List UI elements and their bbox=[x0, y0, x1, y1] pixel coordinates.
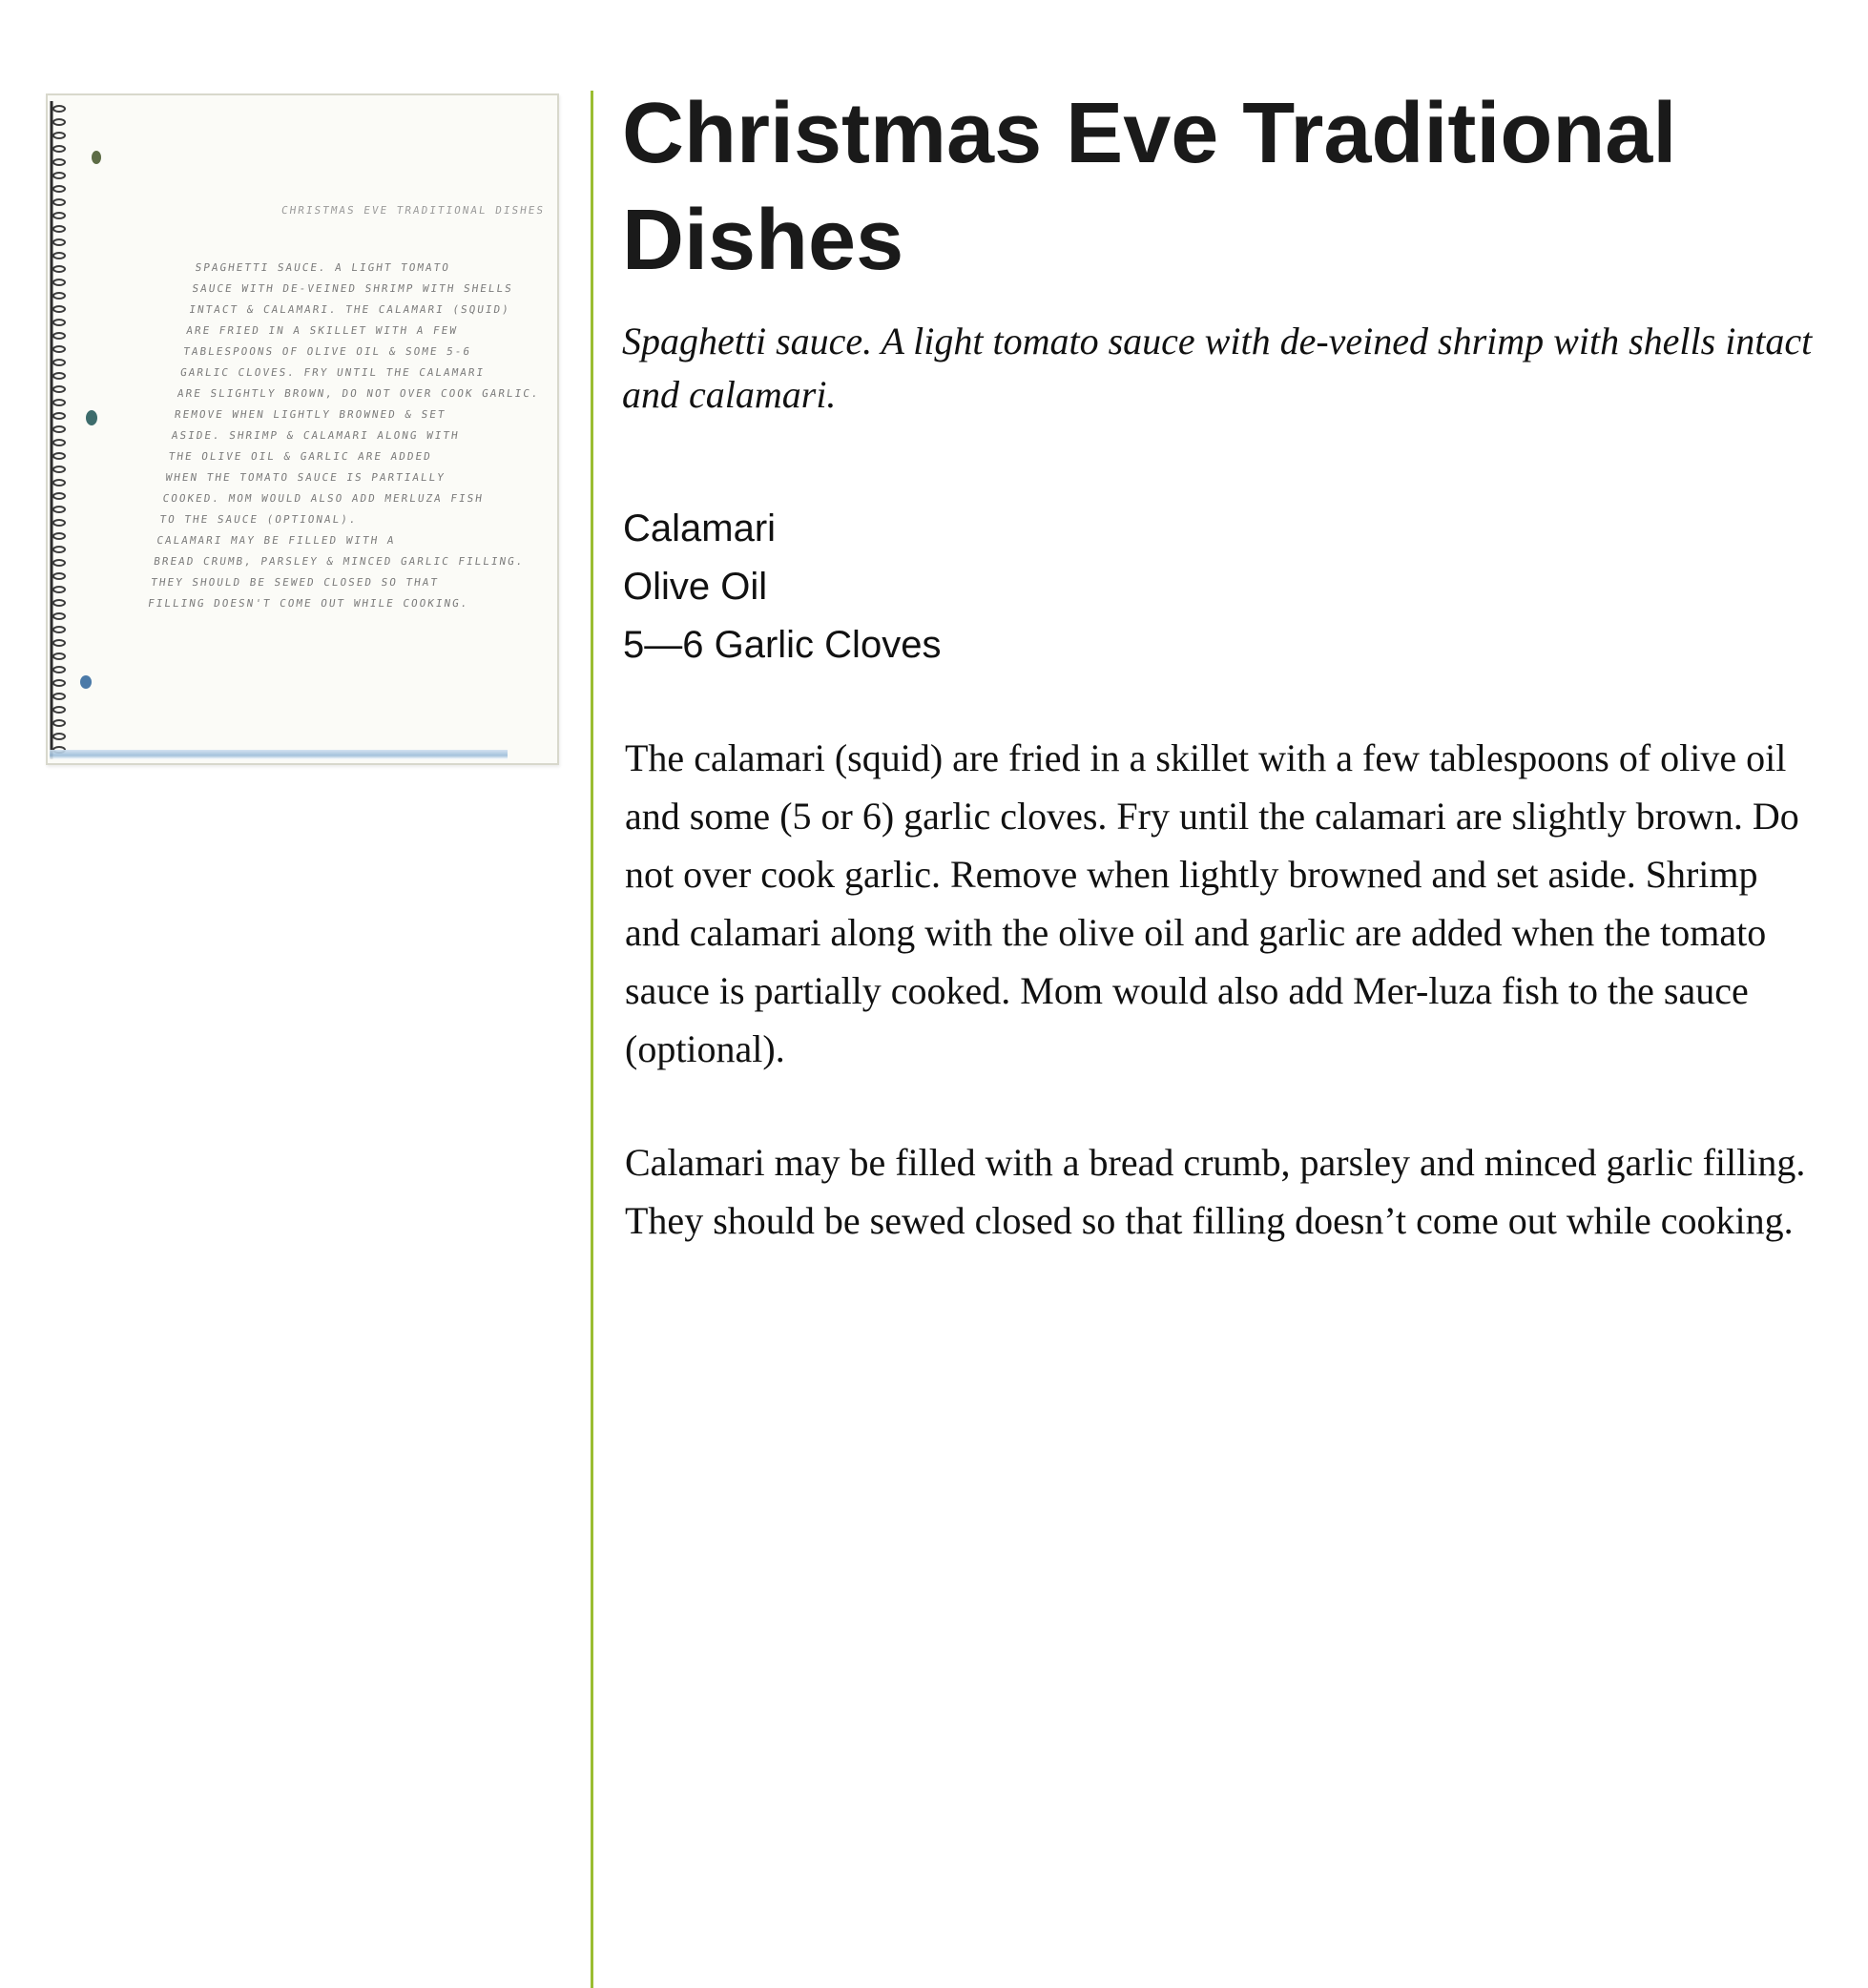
spiral-ring bbox=[53, 199, 65, 205]
spiral-ring bbox=[53, 493, 65, 499]
handwritten-text bbox=[147, 200, 625, 614]
spiral-ring bbox=[53, 560, 65, 566]
handwritten-line: THEY SHOULD BE SEWED CLOSED SO THAT bbox=[150, 576, 440, 589]
recipe-subtitle: Spaghetti sauce. A light tomato sauce with de-veined shrimp with shells intact and calamari. bbox=[622, 320, 1813, 416]
spiral-ring bbox=[53, 173, 65, 178]
handwritten-line: INTACT & CALAMARI. THE CALAMARI (SQUID) bbox=[188, 303, 511, 316]
spiral-ring bbox=[53, 373, 65, 379]
punch-hole-icon bbox=[80, 675, 92, 689]
ingredient-list bbox=[623, 500, 941, 674]
spiral-ring bbox=[53, 627, 65, 632]
spiral-ring bbox=[53, 346, 65, 352]
ingredient-item: Calamari bbox=[623, 507, 777, 549]
handwritten-line: TO THE SAUCE (OPTIONAL). bbox=[158, 513, 359, 526]
spiral-ring bbox=[53, 440, 65, 445]
handwritten-line: BREAD CRUMB, PARSLEY & MINCED GARLIC FILLING. bbox=[153, 555, 526, 568]
page-title: Christmas Eve Traditional Dishes bbox=[622, 86, 1677, 288]
spiral-ring bbox=[53, 133, 65, 138]
spiral-ring bbox=[53, 293, 65, 299]
ingredient-item: Olive Oil bbox=[623, 566, 768, 608]
spiral-ring bbox=[53, 600, 65, 606]
handwritten-line: SAUCE WITH DE-VEINED SHRIMP WITH SHELLS bbox=[191, 282, 514, 295]
spiral-ring bbox=[53, 186, 65, 192]
handwritten-line: THE OLIVE OIL & GARLIC ARE ADDED bbox=[167, 450, 433, 463]
spiral-ring bbox=[53, 480, 65, 486]
filling-paragraph: Calamari may be filled with a bread crumb, parsley and minced garlic filling. They should be sewed closed so that filling doesn’t come out while cooking. bbox=[625, 1141, 1806, 1242]
punch-hole-icon bbox=[86, 410, 97, 425]
ingredient-item: 5—6 Garlic Cloves bbox=[623, 624, 942, 666]
spiral-ring bbox=[53, 333, 65, 339]
spiral-ring bbox=[53, 320, 65, 325]
spiral-ring bbox=[53, 694, 65, 699]
handwritten-line: COOKED. MOM WOULD ALSO ADD MERLUZA FISH bbox=[161, 492, 485, 505]
spiral-ring bbox=[53, 573, 65, 579]
spiral-ring bbox=[53, 613, 65, 619]
notebook-bottom-edge bbox=[50, 750, 508, 759]
instructions-paragraph: The calamari (squid) are fried in a skillet with a few tablespoons of olive oil and some (5 or 6) garlic cloves. Fry until the calamari are slightly brown. Do not over cook garlic. Remove when lightly browned and set aside. Shrimp and calamari along with the olive oil and garlic are added when the tomato sauce is partially cooked. Mom would also add Mer-luza fish to the sauce (optional). bbox=[625, 736, 1799, 1070]
spiral-ring bbox=[53, 520, 65, 526]
spiral-ring bbox=[53, 426, 65, 432]
spiral-ring bbox=[53, 653, 65, 659]
spiral-ring bbox=[53, 146, 65, 152]
spiral-ring bbox=[53, 213, 65, 218]
spiral-ring bbox=[53, 720, 65, 726]
spiral-ring bbox=[53, 280, 65, 285]
handwritten-title: CHRISTMAS EVE TRADITIONAL DISHES bbox=[280, 204, 546, 217]
punch-hole-icon bbox=[92, 151, 101, 164]
spiral-ring bbox=[53, 707, 65, 713]
spiral-ring bbox=[53, 667, 65, 673]
spiral-ring bbox=[53, 533, 65, 539]
handwritten-line: ASIDE. SHRIMP & CALAMARI ALONG WITH bbox=[170, 429, 461, 442]
spiral-ring bbox=[53, 239, 65, 245]
spiral-ring bbox=[53, 119, 65, 125]
handwritten-lines bbox=[147, 258, 617, 614]
handwritten-recipe-photo bbox=[46, 93, 559, 765]
spiral-ring bbox=[53, 360, 65, 365]
spiral-ring bbox=[53, 266, 65, 272]
handwritten-line: REMOVE WHEN LIGHTLY BROWNED & SET bbox=[174, 408, 447, 421]
handwritten-line: CALAMARI MAY BE FILLED WITH A bbox=[156, 534, 397, 547]
column-divider bbox=[591, 91, 593, 1988]
spiral-ring bbox=[53, 106, 65, 112]
spiral-ring bbox=[53, 400, 65, 405]
spiral-ring bbox=[53, 466, 65, 472]
handwritten-line: WHEN THE TOMATO SAUCE IS PARTIALLY bbox=[164, 471, 446, 484]
spiral-ring bbox=[53, 306, 65, 312]
spiral-ring bbox=[53, 253, 65, 259]
spiral-ring bbox=[53, 413, 65, 419]
spiral-ring bbox=[53, 453, 65, 459]
spiral-ring bbox=[53, 386, 65, 392]
handwritten-line: ARE SLIGHTLY BROWN, DO NOT OVER COOK GARLIC. bbox=[176, 387, 541, 400]
spiral-ring bbox=[53, 507, 65, 512]
spiral-ring bbox=[53, 587, 65, 592]
spiral-ring bbox=[53, 226, 65, 232]
spiral-ring bbox=[53, 159, 65, 165]
handwritten-line: GARLIC CLOVES. FRY UNTIL THE CALAMARI bbox=[179, 366, 487, 379]
handwritten-line: SPAGHETTI SAUCE. A LIGHT TOMATO bbox=[194, 261, 451, 274]
spiral-ring bbox=[53, 680, 65, 686]
spiral-binding-icon bbox=[48, 101, 78, 759]
handwritten-line: FILLING DOESN'T COME OUT WHILE COOKING. bbox=[147, 597, 470, 610]
spiral-ring bbox=[53, 734, 65, 739]
handwritten-line: ARE FRIED IN A SKILLET WITH A FEW bbox=[185, 324, 459, 337]
spiral-ring bbox=[53, 547, 65, 552]
spiral-ring bbox=[53, 640, 65, 646]
handwritten-line: TABLESPOONS OF OLIVE OIL & SOME 5-6 bbox=[182, 345, 472, 358]
